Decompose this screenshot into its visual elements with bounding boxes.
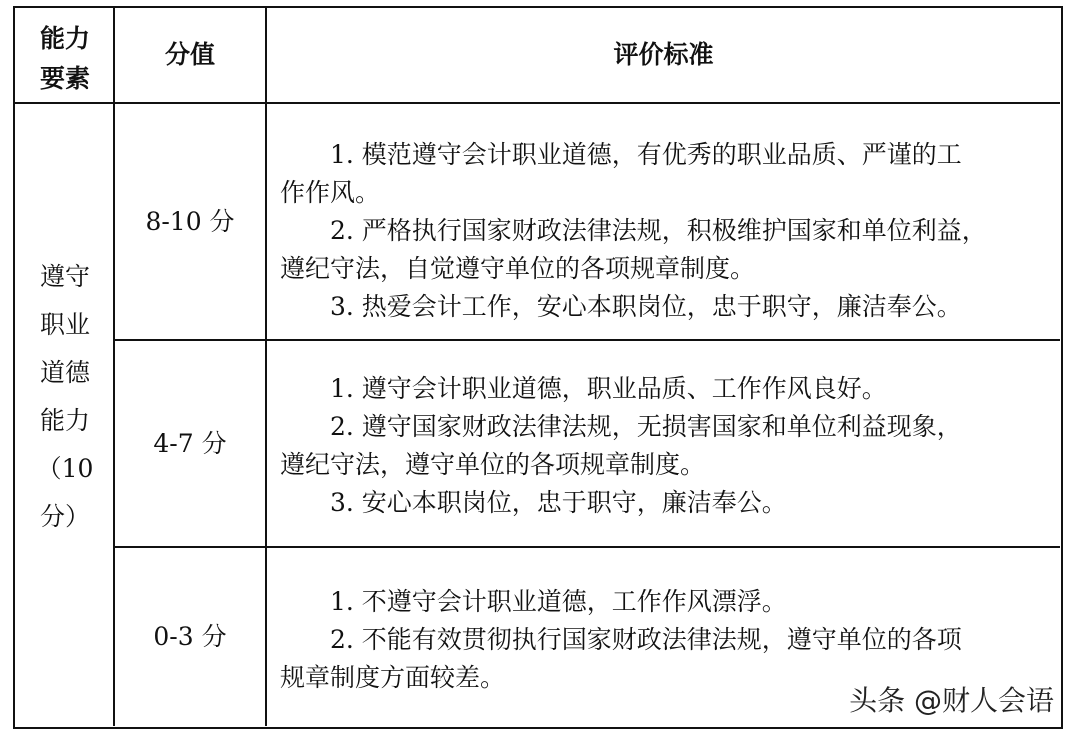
factor-line: 职业 — [39, 310, 90, 339]
factor-line: 道德 — [39, 358, 90, 387]
criteria-line: 遵纪守法，遵守单位的各项规章制度。 — [280, 450, 706, 479]
header-factor — [15, 16, 115, 102]
evaluation-table — [13, 6, 1063, 729]
header-factor-line1: 能力 — [39, 24, 90, 53]
factor-line: 能力 — [39, 406, 90, 435]
criteria-line: 3. 热爱会计工作，安心本职岗位，忠于职守，廉洁奉公。 — [330, 292, 962, 321]
factor-line: （10 — [36, 454, 94, 483]
criteria-cell-1 — [280, 136, 1060, 326]
criteria-line: 3. 安心本职岗位，忠于职守，廉洁奉公。 — [330, 488, 787, 517]
score-cell-3: 0-3 分 — [153, 622, 227, 651]
factor-line: 分） — [39, 502, 90, 531]
criteria-line: 规章制度方面较差。 — [280, 663, 506, 692]
header-score: 分值 — [164, 40, 215, 69]
criteria-line: 遵纪守法，自觉遵守单位的各项规章制度。 — [280, 254, 756, 283]
criteria-line: 2. 严格执行国家财政法律法规，积极维护国家和单位利益， — [330, 216, 987, 245]
criteria-cell-2 — [280, 370, 1060, 522]
criteria-line: 作作风。 — [280, 178, 381, 207]
header-criteria: 评价标准 — [613, 40, 714, 69]
criteria-line: 1. 模范遵守会计职业道德，有优秀的职业品质、严谨的工 — [330, 140, 962, 169]
score-cell-2: 4-7 分 — [153, 428, 227, 458]
watermark: 头条 @财人会语 — [843, 679, 1060, 719]
criteria-line: 2. 不能有效贯彻执行国家财政法律法规，遵守单位的各项 — [330, 625, 962, 654]
score-cell-1: 8-10 分 — [145, 206, 235, 236]
criteria-line: 1. 遵守会计职业道德，职业品质、工作作风良好。 — [330, 374, 887, 403]
criteria-line: 2. 遵守国家财政法律法规，无损害国家和单位利益现象， — [330, 412, 962, 441]
factor-line: 遵守 — [39, 262, 90, 291]
criteria-line: 1. 不遵守会计职业道德，工作作风漂浮。 — [330, 587, 787, 616]
header-factor-line2: 要素 — [39, 64, 90, 93]
factor-cell — [15, 253, 115, 541]
col-divider-2 — [265, 8, 267, 726]
